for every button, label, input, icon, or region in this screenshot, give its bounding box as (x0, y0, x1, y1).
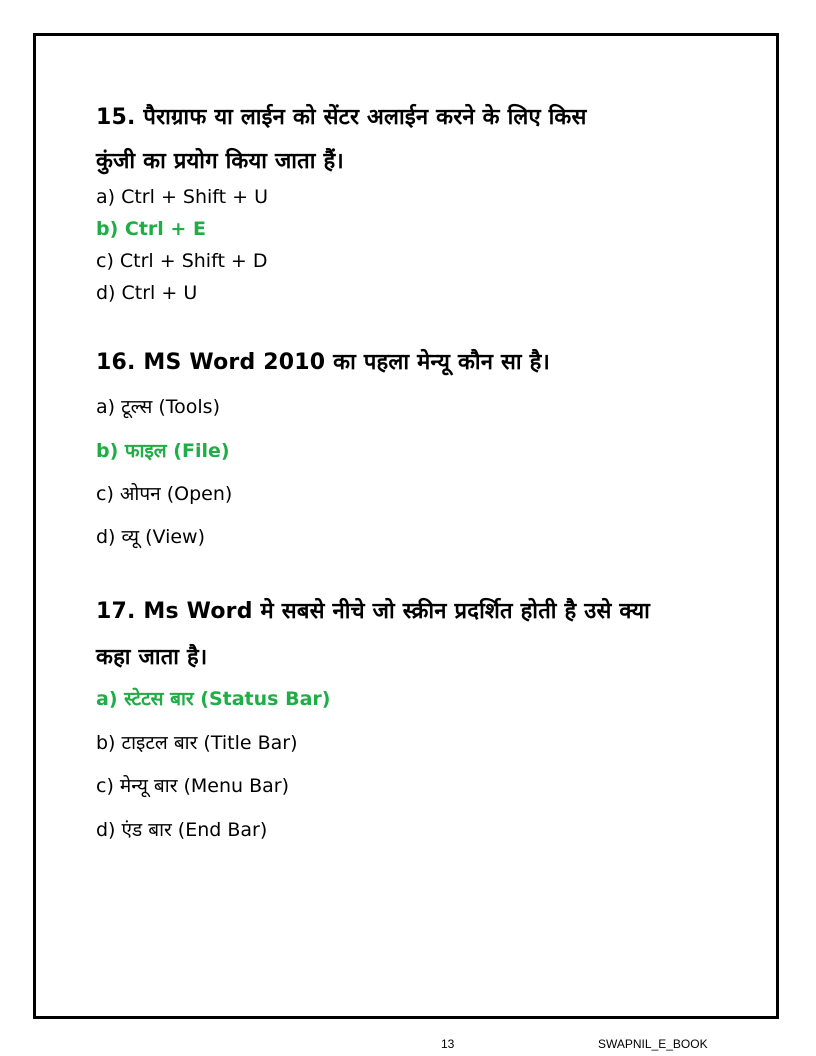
footer-brand: SWAPNIL_E_BOOK (598, 1037, 708, 1051)
question-16-line-1: 16. MS Word 2010 का पहला मेन्यू कौन सा है। (96, 350, 551, 375)
page-number: 13 (441, 1037, 455, 1051)
question-17-option-d: d) एंड बार (End Bar) (96, 819, 268, 841)
question-16-option-a: a) टूल्स (Tools) (96, 396, 220, 418)
question-16-option-c: c) ओपन (Open) (96, 483, 233, 505)
question-16-option-d: d) व्यू (View) (96, 526, 205, 548)
question-15-option-d: d) Ctrl + U (96, 282, 198, 304)
question-15-option-b-correct: b) Ctrl + E (96, 218, 206, 240)
question-15-option-a: a) Ctrl + Shift + U (96, 186, 268, 208)
question-15-line-2: कुंजी का प्रयोग किया जाता हैं। (96, 149, 344, 174)
question-15-line-1: 15. पैराग्राफ या लाईन को सेंटर अलाईन करने के लिए किस (96, 105, 587, 130)
question-17-option-c: c) मेन्यू बार (Menu Bar) (96, 775, 290, 797)
question-17-line-1: 17. Ms Word मे सबसे नीचे जो स्क्रीन प्रदर्शित होती है उसे क्या (96, 599, 651, 624)
question-17-option-a-correct: a) स्टेटस बार (Status Bar) (96, 688, 331, 710)
question-17-line-2: कहा जाता है। (96, 645, 208, 670)
question-17-option-b: b) टाइटल बार (Title Bar) (96, 732, 298, 754)
question-15-option-c: c) Ctrl + Shift + D (96, 250, 268, 272)
question-16-option-b-correct: b) फाइल (File) (96, 440, 230, 462)
